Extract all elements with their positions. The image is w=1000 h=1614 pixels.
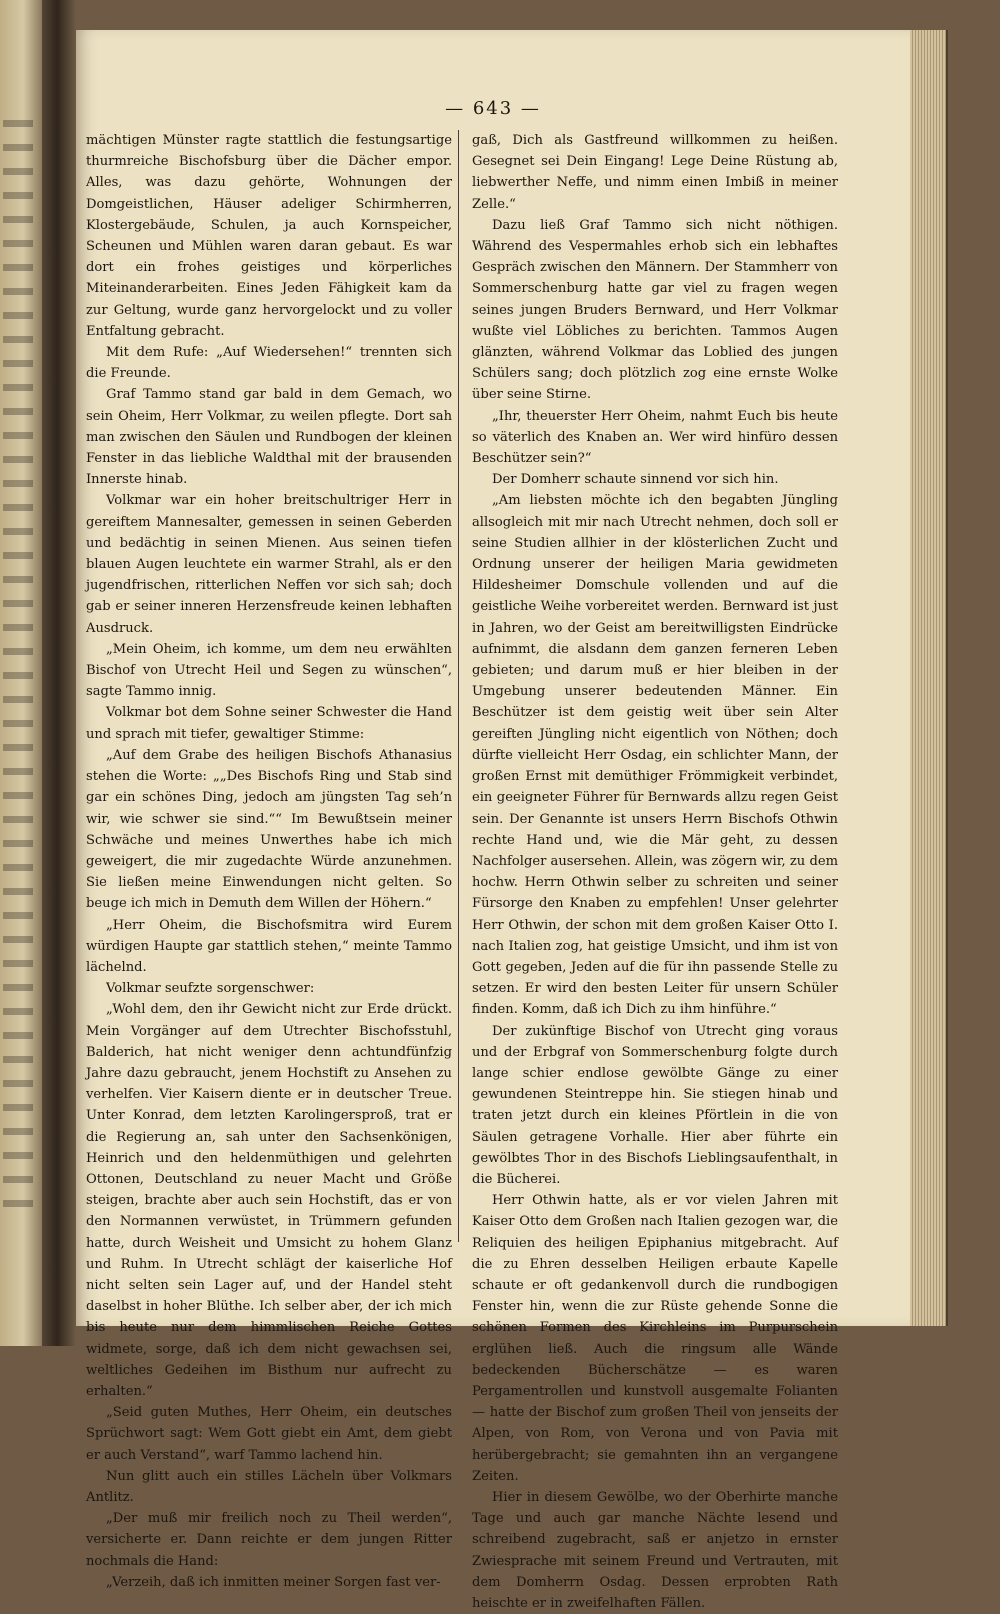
paragraph: Der Domherr schaute sinnend vor sich hin. <box>492 472 779 488</box>
paragraph: „Wohl dem, den ihr Gewicht nicht zur Erde drückt. Mein Vorgänger auf dem Utrechter Bischofsstuhl, Balderich, hat nicht weniger denn achtundfünfzig Jahre dazu gebraucht, jenem Hochstift zu Ansehen zu verhelfen. Vier Kaisern diente er in deutscher Treue. Unter Konrad, dem letzten Karolingersproß, trat er die Regierung an, sah unter den Sachsenkönigen, Heinrich und den heldenmüthigen und gelehrten Ottonen, Deutschland zu neuer Macht und Größe steigen, brachte aber auch sein Hochstift, das er von den Normannen verwüstet, in Trümmern gefunden hatte, durch Weisheit und Umsicht zu hohem Glanz und Ruhm. In Utrecht schlägt der kaiserliche Hof nicht selten sein Lager auf, und der Handel steht daselbst in hoher Blüthe. Ich selber aber, der ich mich bis heute nur dem himmlischen Reiche Gottes widmete, sorge, daß ich dem nicht gewachsen sei, weltliches Gedeihen im Bisthum nur aufrecht zu erhalten.“ <box>86 1002 452 1399</box>
paragraph: „Mein Oheim, ich komme, um dem neu erwählten Bischof von Utrecht Heil und Segen zu wünschen“, sagte Tammo innig. <box>86 641 452 700</box>
column-divider <box>458 130 459 1242</box>
paragraph: Herr Othwin hatte, als er vor vielen Jahren mit Kaiser Otto dem Großen nach Italien gezogen war, die Reliquien des heiligen Epiphanius mitgebracht. Auf die zu Ehren desselben Heiligen erbaute Kapelle schaute er oft gedankenvoll durch die rundbogigen Fenster hin, wenn die zur Rüste gehende Sonne die schönen Formen des Kirchleins im Purpurschein erglühen ließ. Auch die ringsum alle Wände bedeckenden Bücherschätze — es waren Pergamentrollen und kunstvoll ausgemalte Folianten — hatte der Bischof zum großen Theil von jenseits der Alpen, von Rom, von Verona und von Pavia mit herübergebracht; sie gemahnten ihn an vergangene Zeiten. <box>472 1193 838 1484</box>
paragraph: Dazu ließ Graf Tammo sich nicht nöthigen. Während des Vespermahles erhob sich ein lebhaftes Gespräch zwischen den Männern. Der Stammherr von Sommerschenburg hatte gar viel zu fragen wegen seines jungen Bruders Bernward, und Herr Volkmar wußte viel Löbliches zu berichten. Tammos Augen glänzten, während Volkmar das Loblied des jungen Schülers sang; doch plötzlich zog eine ernste Wolke über seine Stirne. <box>472 217 838 403</box>
paragraph: gaß, Dich als Gastfreund willkommen zu heißen. Gesegnet sei Dein Eingang! Lege Deine Rüstung ab, liebwerther Neffe, und nimm einen Imbiß in meiner Zelle.“ <box>472 133 838 212</box>
left-text-column <box>86 130 452 1590</box>
paragraph: Mit dem Rufe: „Auf Wiedersehen!“ trennten sich die Freunde. <box>86 345 452 382</box>
paragraph: Nun glitt auch ein stilles Lächeln über Volkmars Antlitz. <box>86 1468 452 1505</box>
paragraph: „Auf dem Grabe des heiligen Bischofs Athanasius stehen die Worte: „„Des Bischofs Ring und Stab sind gar ein schönes Ding, jedoch am jüngsten Tag seh’n wir, wie schwer sie sind.““ Im Bewußtsein meiner Schwäche und meines Unwerthes habe ich mich geweigert, die mir zugedachte Würde anzunehmen. Sie ließen meine Einwendungen nicht gelten. So beuge ich mich in Demuth dem Willen der Höhern.“ <box>86 747 452 912</box>
book-page <box>76 30 910 1612</box>
left-page-text-shadow <box>3 120 33 1220</box>
paragraph: „Am liebsten möchte ich den begabten Jüngling allsogleich mit mir nach Utrecht nehmen, doch soll er seine Studien allhier in der klösterlichen Zucht und Ordnung unserer der heiligen Maria gewidmeten Hildesheimer Domschule vollenden und auf die geistliche Weihe vorbereitet werden. Bernward ist just in Jahren, wo der Geist am bereitwilligsten Eindrücke aufnimmt, die alsdann dem ganzen ferneren Leben gebieten; und darum muß er hier bleiben in der Umgebung unserer bedeutenden Männer. Ein Beschützer ist dem geistig weit über sein Alter gereiften Jüngling nicht eigentlich von Nöthen; doch dürfte vielleicht Herr Osdag, ein schlichter Mann, der großen Ernst mit demüthiger Frömmigkeit verbindet, ein geeigneter Führer für Bernwards allzu regen Geist sein. Der Genannte ist unsers Herrn Bischofs Othwin rechte Hand und, wie die Mär geht, zu dessen Nachfolger ausersehen. Allein, was zögern wir, zu dem hochw. Herrn Othwin selber zu schreiten und seiner Fürsorge den Knaben zu empfehlen! Unser gelehrter Herr Othwin, der schon mit dem großen Kaiser Otto I. nach Italien zog, hat geistige Umsicht, und ihm ist von Gott gegeben, Jeden auf die für ihn passende Stelle zu setzen. Er wird den besten Leiter für unsern Schüler finden. Komm, daß ich Dich zu ihm hinführe.“ <box>472 493 838 1018</box>
paragraph: „Herr Oheim, die Bischofsmitra wird Eurem würdigen Haupte gar stattlich stehen,“ meinte Tammo lächelnd. <box>86 917 452 975</box>
paragraph: Der zukünftige Bischof von Utrecht ging voraus und der Erbgraf von Sommerschenburg folgte durch lange schier endlose gewölbte Gänge zu einer gewundenen Steintreppe hin. Sie stiegen hinab und traten jetzt durch ein kleines Pförtlein in die von Säulen getragene Vorhalle. Hier aber führte ein gewölbtes Thor in des Bischofs Lieblingsaufenthalt, in die Bücherei. <box>472 1023 838 1187</box>
paragraph: Volkmar bot dem Sohne seiner Schwester die Hand und sprach mit tiefer, gewaltiger Stimme: <box>86 705 452 742</box>
paragraph: „Verzeih, daß ich inmitten meiner Sorgen fast ver- <box>106 1574 441 1590</box>
paragraph: „Der muß mir freilich noch zu Theil werden“, versicherte er. Dann reichte er dem jungen Ritter nochmals die Hand: <box>86 1511 452 1569</box>
paragraph: Hier in diesem Gewölbe, wo der Oberhirte manche Tage und auch gar manche Nächte lesend und schreibend zugebracht, saß er anjetzo in ernster Zwiesprache mit seinem Freund und Vertrauten, mit dem Domherrn Osdag. Dessen erprobten Rath heischte er in zweifelhaften Fällen. <box>472 1490 838 1612</box>
right-text-column <box>472 130 838 1612</box>
paragraph: „Seid guten Muthes, Herr Oheim, ein deutsches Sprüchwort sagt: Wem Gott giebt ein Amt, dem giebt er auch Verstand“, warf Tammo lachend hin. <box>86 1405 452 1463</box>
paragraph: Volkmar seufzte sorgenschwer: <box>106 981 315 997</box>
page-number: — 643 — <box>445 98 541 119</box>
paragraph: mächtigen Münster ragte stattlich die festungsartige thurmreiche Bischofsburg über die Dächer empor. Alles, was dazu gehörte, Wohnungen der Domgeistlichen, Häuser adeliger Schirmherren, Klostergebäude, Schulen, ja auch Kornspeicher, Scheunen und Mühlen waren daran gebaut. Es war dort ein frohes geistiges und körperliches Miteinanderarbeiten. Eines Jeden Fähigkeit kam da zur Geltung, wurde ganz hervorgelockt und zu voller Entfaltung gebracht. <box>86 133 452 339</box>
page-fore-edge <box>910 30 948 1326</box>
paragraph: „Ihr, theuerster Herr Oheim, nahmt Euch bis heute so väterlich des Knaben an. Wer wird hinfüro dessen Beschützer sein?“ <box>472 408 838 467</box>
book-gutter <box>42 0 76 1346</box>
paragraph: Volkmar war ein hoher breitschultriger Herr in gereiftem Mannesalter, gemessen in seinen Geberden und bedächtig in seinen Mienen. Aus seinen tiefen blauen Augen leuchtete ein warmer Strahl, als er den jugendfrischen, ritterlichen Neffen vor sich sah; doch gab er seiner inneren Herzensfreude keinen lebhaften Ausdruck. <box>86 493 452 636</box>
paragraph: Graf Tammo stand gar bald in dem Gemach, wo sein Oheim, Herr Volkmar, zu weilen pflegte. Dort sah man zwischen den Säulen und Rundbogen der kleinen Fenster in das liebliche Waldthal mit der brausenden Innerste hinab. <box>86 387 452 488</box>
left-page-edge <box>0 0 42 1346</box>
